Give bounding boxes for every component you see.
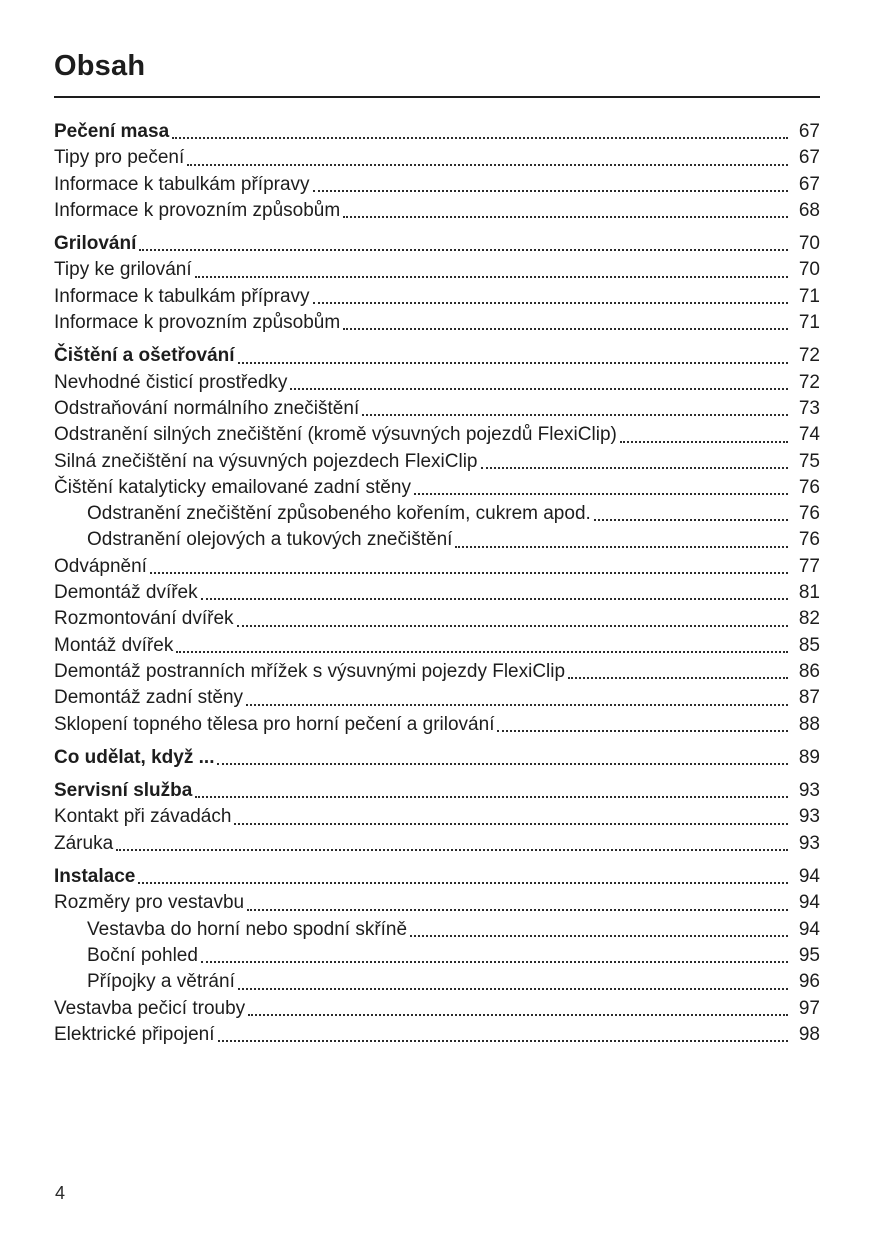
toc-entry-page: 87 — [798, 687, 820, 709]
toc-entry — [54, 633, 820, 659]
toc-entry-page: 70 — [798, 233, 820, 255]
toc-entry — [54, 554, 820, 580]
toc-group — [54, 778, 820, 857]
toc-entry-label: Odstraňování normálního znečištění — [54, 397, 360, 419]
toc-entry-label: Rozmontování dvířek — [54, 608, 234, 630]
toc-entry — [54, 310, 820, 336]
toc-entry — [54, 804, 820, 830]
title-rule — [54, 96, 820, 98]
toc-leader-dots — [343, 216, 788, 218]
toc-entry-page: 72 — [798, 371, 820, 393]
toc-entry-page: 81 — [798, 582, 820, 604]
toc-entry-label: Tipy pro pečení — [54, 147, 185, 169]
toc-entry-label: Pečení masa — [54, 121, 170, 142]
toc-entry-page: 71 — [798, 312, 820, 334]
toc-entry-label: Co udělat, když ... — [54, 746, 215, 768]
toc-group — [54, 745, 820, 771]
toc-entry — [54, 501, 820, 527]
toc-entry-label: Informace k provozním způsobům — [54, 199, 341, 221]
toc-leader-dots — [116, 849, 788, 851]
toc-leader-dots — [218, 1040, 788, 1042]
toc-entry-label: Demontáž dvířek — [54, 582, 198, 604]
toc-entry — [54, 449, 820, 475]
toc-entry-label: Instalace — [54, 866, 136, 888]
toc-entry — [54, 996, 820, 1022]
toc-leader-dots — [201, 598, 788, 600]
toc-entry — [54, 778, 820, 804]
toc-leader-dots — [313, 190, 788, 192]
toc-entry — [54, 890, 820, 916]
toc-entry-page: 74 — [798, 424, 820, 446]
toc-entry-page: 95 — [798, 944, 820, 966]
toc-leader-dots — [237, 625, 788, 627]
toc-entry-page: 76 — [798, 529, 820, 551]
toc-leader-dots — [176, 651, 788, 653]
toc-entry-label: Servisní služba — [54, 780, 193, 802]
toc-leader-dots — [410, 935, 788, 937]
toc-leader-dots — [414, 493, 788, 495]
toc-entry-page: 71 — [798, 285, 820, 307]
toc-entry-label: Čištění a ošetřování — [54, 345, 235, 367]
toc-leader-dots — [594, 519, 788, 521]
toc-entry-page: 89 — [798, 746, 820, 768]
toc-entry-page: 97 — [798, 997, 820, 1019]
content-area — [54, 50, 820, 1048]
toc-entry — [54, 527, 820, 553]
toc-entry — [54, 172, 820, 198]
toc-entry-label: Tipy ke grilování — [54, 259, 192, 281]
toc-entry-label: Odstranění znečištění způsobeného kořením, cukrem apod. — [87, 503, 591, 525]
toc-entry-label: Odvápnění — [54, 555, 147, 577]
toc-entry-label: Montáž dvířek — [54, 634, 174, 656]
toc-entry-label: Sklopení topného tělesa pro horní pečení a grilování — [54, 713, 495, 735]
toc-entry — [54, 659, 820, 685]
toc-group — [54, 343, 820, 737]
toc-entry-label: Demontáž zadní stěny — [54, 687, 244, 709]
toc-entry-label: Odstranění silných znečištění (kromě výsuvných pojezdů FlexiClip) — [54, 424, 617, 446]
toc-entry — [54, 864, 820, 890]
toc-entry-label: Informace k tabulkám přípravy — [54, 285, 310, 307]
toc-leader-dots — [138, 882, 788, 884]
toc-leader-dots — [234, 823, 788, 825]
toc-entry — [54, 422, 820, 448]
toc-entry-page: 67 — [798, 121, 820, 142]
toc-entry — [54, 475, 820, 501]
toc-entry-label: Grilování — [54, 233, 137, 255]
toc-leader-dots — [455, 546, 788, 548]
page-title: Obsah — [54, 50, 146, 82]
toc-entry — [54, 1022, 820, 1048]
toc-entry-label: Rozměry pro vestavbu — [54, 892, 245, 914]
toc-leader-dots — [238, 988, 788, 990]
toc-entry — [54, 396, 820, 422]
toc-leader-dots — [217, 763, 788, 765]
toc-entry-page: 76 — [798, 476, 820, 498]
toc-entry-page: 86 — [798, 660, 820, 682]
toc-entry-label: Čištění katalyticky emailované zadní stěny — [54, 476, 411, 498]
toc-entry-label: Demontáž postranních mřížek s výsuvnými pojezdy FlexiClip — [54, 660, 566, 682]
toc-entry-page: 76 — [798, 503, 820, 525]
toc-entry — [54, 580, 820, 606]
toc-leader-dots — [195, 796, 788, 798]
toc-entry-page: 67 — [798, 173, 820, 195]
toc-entry-page: 72 — [798, 345, 820, 367]
toc-leader-dots — [246, 704, 788, 706]
toc-entry-page: 77 — [798, 555, 820, 577]
toc-entry-label: Odstranění olejových a tukových znečištění — [87, 529, 453, 551]
toc-entry — [54, 917, 820, 943]
toc-entry-page: 73 — [798, 397, 820, 419]
toc-entry — [54, 969, 820, 995]
toc-entry — [54, 943, 820, 969]
toc-leader-dots — [362, 414, 788, 416]
toc-entry-label: Boční pohled — [87, 944, 198, 966]
toc-leader-dots — [290, 388, 788, 390]
toc-entry-page: 70 — [798, 259, 820, 281]
toc-entry-label: Informace k provozním způsobům — [54, 312, 341, 334]
toc-entry-page: 93 — [798, 832, 820, 854]
toc-entry — [54, 370, 820, 396]
toc-entry-label: Kontakt při závadách — [54, 806, 232, 828]
toc-leader-dots — [195, 276, 788, 278]
toc-entry-label: Nevhodné čisticí prostředky — [54, 371, 288, 393]
toc-leader-dots — [172, 137, 788, 139]
toc-entry-page: 93 — [798, 806, 820, 828]
toc-leader-dots — [247, 909, 788, 911]
toc-leader-dots — [568, 677, 788, 679]
toc-entry — [54, 198, 820, 224]
toc-entry — [54, 712, 820, 738]
toc-entry-page: 85 — [798, 634, 820, 656]
toc-entry — [54, 145, 820, 171]
page-number: 4 — [55, 1183, 66, 1203]
toc-entry-page: 82 — [798, 608, 820, 630]
toc-entry — [54, 685, 820, 711]
toc-leader-dots — [238, 362, 788, 364]
toc-leader-dots — [201, 961, 788, 963]
toc-entry — [54, 257, 820, 283]
toc-entry-label: Silná znečištění na výsuvných pojezdech FlexiClip — [54, 450, 478, 472]
toc-leader-dots — [497, 730, 788, 732]
toc-entry-label: Elektrické připojení — [54, 1023, 215, 1045]
toc-leader-dots — [139, 249, 788, 251]
toc-entry-page: 75 — [798, 450, 820, 472]
toc-entry — [54, 231, 820, 257]
toc-entry-page: 68 — [798, 199, 820, 221]
toc-entry-page: 94 — [798, 866, 820, 888]
toc-entry-label: Záruka — [54, 832, 114, 854]
toc-leader-dots — [481, 467, 789, 469]
toc-leader-dots — [150, 572, 788, 574]
table-of-contents — [54, 119, 820, 1048]
toc-entry — [54, 284, 820, 310]
toc-entry-page: 94 — [798, 892, 820, 914]
toc-group — [54, 231, 820, 336]
toc-entry — [54, 745, 820, 771]
toc-leader-dots — [187, 164, 788, 166]
toc-entry-page: 94 — [798, 918, 820, 940]
toc-entry-label: Informace k tabulkám přípravy — [54, 173, 310, 195]
toc-entry-label: Přípojky a větrání — [87, 971, 235, 993]
toc-leader-dots — [313, 302, 788, 304]
toc-entry-label: Vestavba do horní nebo spodní skříně — [87, 918, 408, 940]
toc-entry — [54, 119, 820, 145]
toc-leader-dots — [343, 328, 788, 330]
toc-group — [54, 864, 820, 1048]
toc-entry — [54, 343, 820, 369]
toc-leader-dots — [620, 441, 788, 443]
toc-entry — [54, 831, 820, 857]
toc-entry-page: 98 — [798, 1023, 820, 1045]
toc-entry-page: 88 — [798, 713, 820, 735]
toc-entry-page: 93 — [798, 780, 820, 802]
toc-group — [54, 119, 820, 224]
toc-entry-label: Vestavba pečicí trouby — [54, 997, 246, 1019]
toc-entry-page: 67 — [798, 147, 820, 169]
toc-entry — [54, 606, 820, 632]
toc-leader-dots — [248, 1014, 788, 1016]
toc-entry-page: 96 — [798, 971, 820, 993]
